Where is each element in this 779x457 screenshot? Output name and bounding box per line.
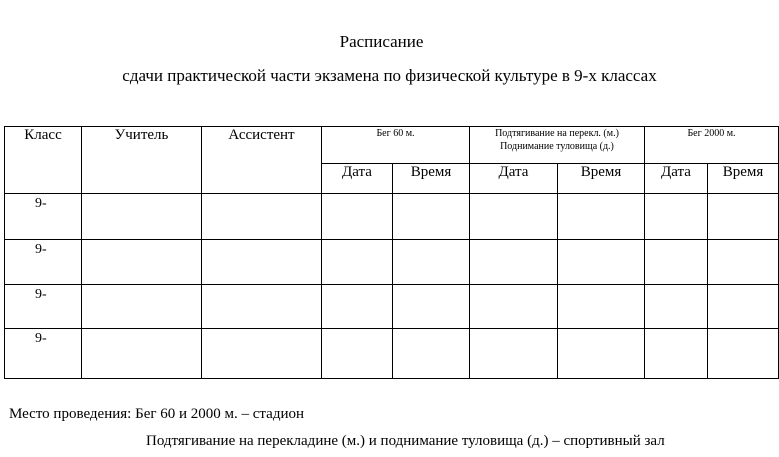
assistant-cell [202, 285, 322, 329]
empty-cell [645, 285, 708, 329]
subheader-time: Время [558, 164, 645, 194]
header-row [5, 127, 779, 164]
empty-cell [470, 194, 558, 240]
empty-cell [708, 194, 779, 240]
schedule-table [4, 126, 779, 379]
empty-cell [393, 285, 470, 329]
assistant-cell [202, 194, 322, 240]
empty-cell [322, 240, 393, 285]
venue-line-2: Подтягивание на перекладине (м.) и поднимание туловища (д.) – спортивный зал [146, 433, 665, 449]
class-cell: 9- [5, 329, 82, 379]
empty-cell [558, 240, 645, 285]
empty-cell [393, 194, 470, 240]
teacher-cell [82, 194, 202, 240]
class-cell: 9- [5, 194, 82, 240]
schedule-subtitle: сдачи практической части экзамена по физической культуре в 9-х классах [122, 66, 657, 85]
teacher-cell [82, 329, 202, 379]
assistant-cell [202, 240, 322, 285]
table-row [5, 194, 779, 240]
subheader-date: Дата [322, 164, 393, 194]
subheader-time: Время [393, 164, 470, 194]
header-run-2000: Бег 2000 м. [645, 127, 779, 164]
empty-cell [708, 329, 779, 379]
empty-cell [322, 285, 393, 329]
teacher-cell [82, 285, 202, 329]
empty-cell [470, 240, 558, 285]
empty-cell [470, 285, 558, 329]
empty-cell [708, 285, 779, 329]
table-row [5, 285, 779, 329]
empty-cell [393, 329, 470, 379]
empty-cell [708, 240, 779, 285]
subheader-time: Время [708, 164, 779, 194]
empty-cell [322, 194, 393, 240]
table-row [5, 329, 779, 379]
table-row [5, 240, 779, 285]
empty-cell [558, 329, 645, 379]
empty-cell [470, 329, 558, 379]
empty-cell [558, 194, 645, 240]
subheader-date: Дата [645, 164, 708, 194]
empty-cell [645, 240, 708, 285]
header-class: Класс [5, 127, 82, 194]
empty-cell [558, 285, 645, 329]
class-cell: 9- [5, 285, 82, 329]
subheader-date: Дата [470, 164, 558, 194]
teacher-cell [82, 240, 202, 285]
venue-line-1: Место проведения: Бег 60 и 2000 м. – стадион [9, 406, 305, 422]
empty-cell [645, 329, 708, 379]
header-teacher: Учитель [82, 127, 202, 194]
header-run-60: Бег 60 м. [322, 127, 470, 164]
header-assistant: Ассистент [202, 127, 322, 194]
class-cell: 9- [5, 240, 82, 285]
assistant-cell [202, 329, 322, 379]
empty-cell [322, 329, 393, 379]
schedule-title: Расписание [339, 32, 424, 51]
empty-cell [645, 194, 708, 240]
header-pullups: Подтягивание на перекл. (м.) Поднимание туловища (д.) [470, 127, 645, 164]
empty-cell [393, 240, 470, 285]
